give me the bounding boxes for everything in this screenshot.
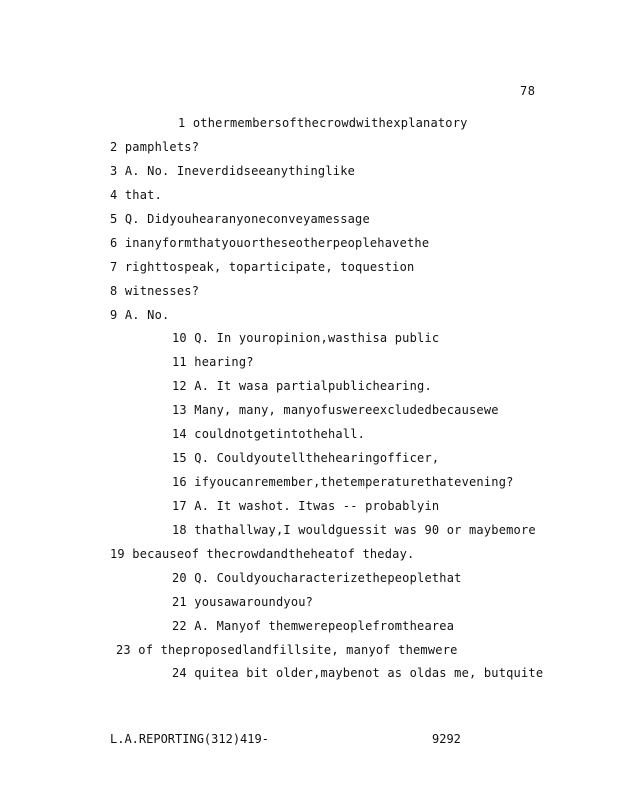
reporting-phone: 9292 <box>432 732 461 746</box>
line-number: 5 <box>110 212 118 226</box>
line-text: Q. In youropinion,wasthisa public <box>194 331 440 345</box>
line-number: 2 <box>110 140 118 154</box>
line-number: 13 <box>172 403 187 417</box>
line-text: that. <box>124 188 162 202</box>
transcript-line <box>110 260 414 274</box>
page-number: 78 <box>520 84 536 98</box>
transcript-line <box>172 666 543 680</box>
line-number: 7 <box>110 260 118 274</box>
transcript-line <box>172 619 454 633</box>
line-number: 1 <box>178 116 186 130</box>
transcript-line <box>172 451 439 465</box>
reporting-firm: L.A.REPORTING(312)419- <box>110 732 269 746</box>
line-text: A. It washot. Itwas -- probablyin <box>194 499 440 513</box>
line-number: 21 <box>172 595 187 609</box>
line-number: 8 <box>110 284 118 298</box>
line-number: 17 <box>172 499 187 513</box>
transcript-line <box>110 547 414 561</box>
line-text: Q. Couldyoucharacterizethepeoplethat <box>194 571 462 585</box>
line-text: yousawaroundyou? <box>194 595 314 609</box>
line-number: 20 <box>172 571 187 585</box>
transcript-line <box>172 499 439 513</box>
line-text: A. No. <box>124 308 170 322</box>
line-text: witnesses? <box>124 284 200 298</box>
line-number: 6 <box>110 236 118 250</box>
line-text: of theproposedlandfillsite, manyof themwere <box>138 643 458 657</box>
line-number: 22 <box>172 619 187 633</box>
line-number: 24 <box>172 666 187 680</box>
transcript-line <box>172 475 514 489</box>
line-text: quitea bit older,maybenot as oldas me, butquite <box>194 666 544 680</box>
line-text: thathallway,I wouldguessit was 90 or maybemore <box>194 523 536 537</box>
line-number: 14 <box>172 427 187 441</box>
transcript-line <box>172 523 536 537</box>
line-number: 10 <box>172 331 187 345</box>
line-number: 23 <box>116 643 131 657</box>
line-number: 15 <box>172 451 187 465</box>
transcript-line <box>172 427 365 441</box>
transcript-line <box>172 355 254 369</box>
line-text: becauseof thecrowdandtheheatof theday. <box>132 547 415 561</box>
line-number: 4 <box>110 188 118 202</box>
transcript-line <box>110 212 370 226</box>
transcript-line <box>110 284 199 298</box>
line-text: Q. Couldyoutellthehearingofficer, <box>194 451 440 465</box>
line-text: pamphlets? <box>124 140 200 154</box>
line-text: othermembersofthecrowdwithexplanatory <box>192 116 468 130</box>
line-number: 9 <box>110 308 118 322</box>
line-text: ifyoucanremember,thetemperaturethatevening? <box>194 475 514 489</box>
line-text: righttospeak, toparticipate, toquestion <box>124 260 415 274</box>
transcript-line <box>178 116 468 130</box>
transcript-line <box>172 571 462 585</box>
line-text: hearing? <box>194 355 254 369</box>
transcript-line <box>172 595 313 609</box>
line-number: 18 <box>172 523 187 537</box>
transcript-line <box>110 140 199 154</box>
transcript-line <box>172 403 499 417</box>
line-number: 12 <box>172 379 187 393</box>
line-text: A. No. Ineverdidseeanythinglike <box>124 164 356 178</box>
transcript-line <box>110 308 169 322</box>
line-number: 3 <box>110 164 118 178</box>
line-number: 11 <box>172 355 187 369</box>
transcript-line <box>110 236 429 250</box>
line-text: couldnotgetintothehall. <box>194 427 366 441</box>
transcript-line <box>110 164 355 178</box>
transcript-line <box>172 379 432 393</box>
line-text: A. It wasa partialpublichearing. <box>194 379 432 393</box>
line-number: 16 <box>172 475 187 489</box>
line-text: Q. Didyouhearanyoneconveyamessage <box>124 212 370 226</box>
transcript-line <box>172 331 439 345</box>
line-number: 19 <box>110 547 125 561</box>
transcript-line <box>116 643 458 657</box>
line-text: inanyformthatyouortheseotherpeoplehavethe <box>124 236 430 250</box>
line-text: A. Manyof themwerepeoplefromthearea <box>194 619 455 633</box>
transcript-line <box>110 188 162 202</box>
line-text: Many, many, manyofuswereexcludedbecausewe <box>194 403 499 417</box>
